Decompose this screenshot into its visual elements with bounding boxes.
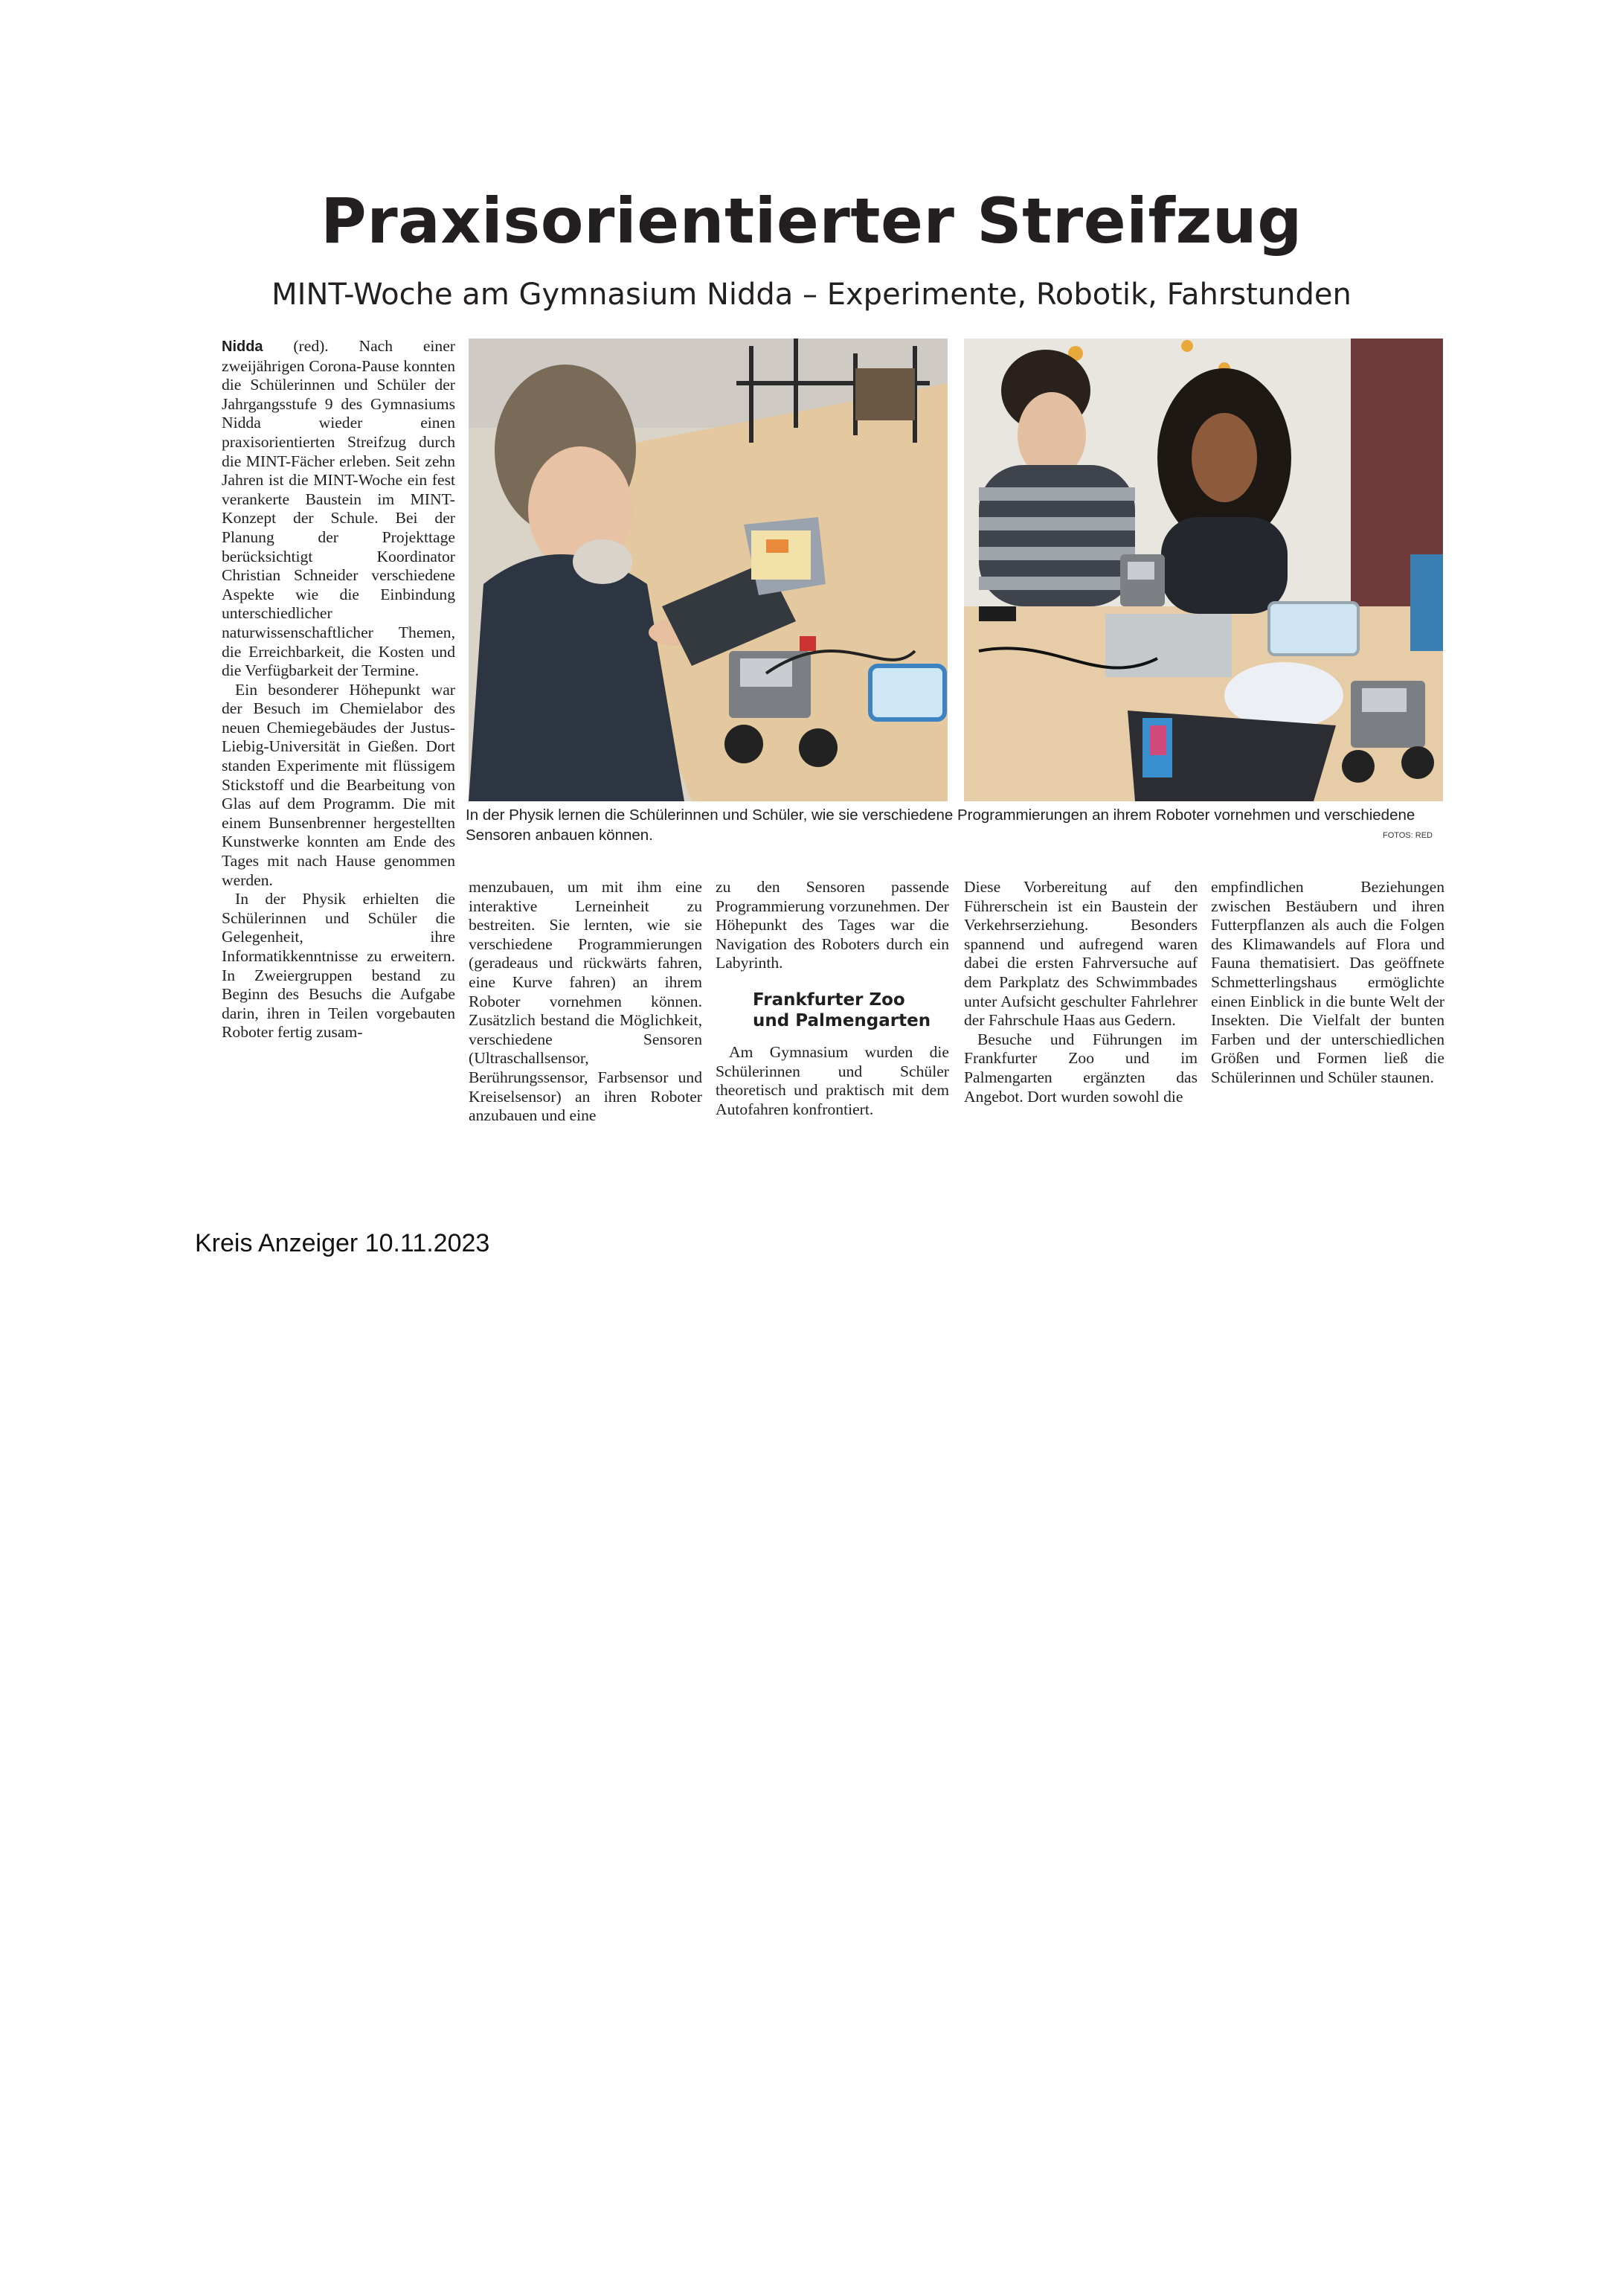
article-column-4: [964, 878, 1198, 1106]
section-subtitle-line-1: Frankfurter Zoo: [753, 990, 905, 1010]
photo-illustration: [964, 339, 1443, 801]
paragraph: Am Gymnasium wurden die Schülerinnen und Schüler theoretisch und praktisch mit dem Autofahren konfrontiert.: [716, 1042, 949, 1118]
paragraph-text: (red). Nach einer zweijährigen Corona-Pause konnten die Schülerinnen und Schüler der Jahrgangsstufe 9 des Gymnasiums Nidda wieder einen praxisorientierten Streifzug durch die MINT-Fächer erleben. Seit zehn Jahren ist die MINT-Woche ein fest verankerte Baustein im MINT-Konzept der Schule. Bei der Planung der Projekttage berücksichtigt Koordinator Christian Schneider verschiedene Aspekte wie die Einbindung unterschiedlicher naturwissenschaftlicher Themen, die Erreichbarkeit, die Kosten und die Verfügbarkeit der Termine.: [222, 337, 455, 680]
photo-student-programming-robot: [469, 339, 948, 801]
article-subheadline: MINT-Woche am Gymnasium Nidda – Experimente, Robotik, Fahrstunden: [271, 278, 1352, 312]
article-column-2: [469, 878, 702, 1126]
paragraph: empfindlichen Beziehungen zwischen Bestäubern und ihren Futterpflanzen als auch die Folgen des Klimawandels auf Flora und Fauna thematisiert. Das geöffnete Schmetterlingshaus ermöglichte einen Einblick in die bunte Welt der Insekten. Die Vielfalt der bunten Farben und der unterschiedlichen Größen und Formen ließ die Schülerinnen und Schüler staunen.: [1211, 878, 1444, 1086]
dateline: Nidda: [222, 339, 263, 355]
photo-caption: In der Physik lernen die Schülerinnen und Schüler, wie sie verschiedene Programmierungen an ihrem Roboter vornehmen und verschiedene Sensoren anbauen können.: [466, 807, 1415, 844]
paragraph: zu den Sensoren passende Programmierung vorzunehmen. Der Höhepunkt des Tages war die Navigation des Roboters durch ein Labyrinth.: [716, 878, 949, 972]
photo-illustration: [469, 339, 948, 801]
section-subtitle-line-2: und Palmengarten: [753, 1010, 931, 1030]
article-column-3: [716, 878, 949, 1119]
paragraph: [222, 337, 455, 681]
paragraph: Diese Vorbereitung auf den Führerschein ist ein Baustein der Verkehrserziehung. Besonders spannend und aufregend waren dabei die ersten Fahrversuche auf dem Parkplatz des Schwimmbades unter Aufsicht geschulter Fahrlehrer der Fahrschule Haas aus Gedern.: [964, 878, 1198, 1030]
photo-two-students-with-robot: [964, 339, 1443, 801]
article-headline: Praxisorientierter Streifzug: [321, 185, 1302, 257]
section-subtitle: [716, 990, 949, 1031]
paragraph: menzubauen, um mit ihm eine interaktive Lerneinheit zu bestreiten. Sie lernten, wie sie verschiedene Programmierungen (geradeaus und rückwärts fahren, eine Kurve fahren) an ihrem Roboter vornehmen können. Zusätzlich bestand die Möglichkeit, verschiedene Sensoren (Ultraschallsensor, Berührungssensor, Farbsensor und Kreiselsensor) an ihren Roboter anzubauen und eine: [469, 878, 702, 1125]
photo-credit: FOTOS: RED: [1382, 831, 1433, 840]
paragraph: Ein besonderer Höhepunkt war der Besuch im Chemielabor des neuen Chemiegebäudes der Justus-Liebig-Universität in Gießen. Dort standen Experimente mit flüssigem Stickstoff und die Bearbeitung von Glas auf dem Programm. Die mit einem Bunsenbrenner hergestellten Kunstwerke konnten am Ende des Tages mit nach Hause genommen werden.: [222, 680, 455, 889]
paragraph: In der Physik erhielten die Schülerinnen und Schüler die Gelegenheit, ihre Informatikkenntnisse zu erweitern. In Zweiergruppen bestand zu Beginn des Besuchs die Aufgabe darin, ihren in Teilen vorgebauten Roboter fertig zusam-: [222, 890, 455, 1042]
article-column-1: [222, 337, 455, 1042]
article-column-5: [1211, 878, 1444, 1088]
paragraph: Besuche und Führungen im Frankfurter Zoo und im Palmengarten ergänzten das Angebot. Dort wurden sowohl die: [964, 1030, 1198, 1106]
source-line: Kreis Anzeiger 10.11.2023: [195, 1229, 490, 1257]
